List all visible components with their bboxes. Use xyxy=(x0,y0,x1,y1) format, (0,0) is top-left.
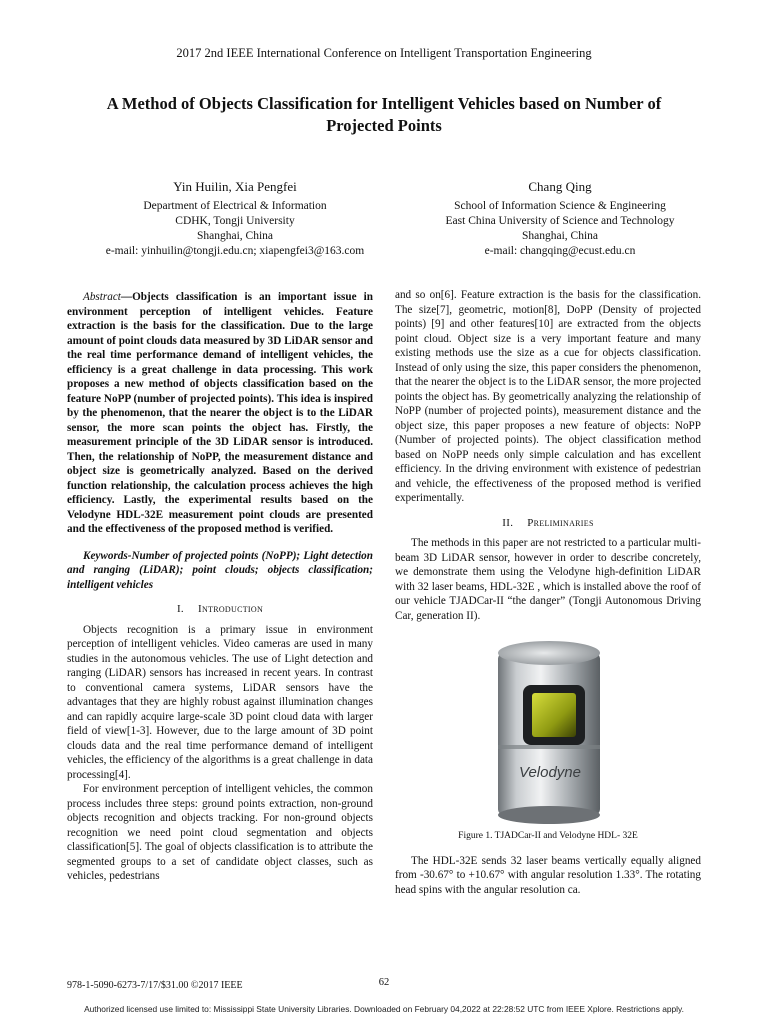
abstract xyxy=(67,290,373,537)
author-name: Yin Huilin, Xia Pengfei xyxy=(173,179,297,194)
paragraph: The HDL-32E sends 32 laser beams vertically equally aligned from -30.67° to +10.67° with angular resolution 1.33°. The rotating head spins with the angular resolution ca. xyxy=(395,854,701,896)
figure-1 xyxy=(395,635,701,825)
author-organization: East China University of Science and Technology xyxy=(445,215,675,227)
keywords: Keywords-Number of projected points (NoPP); Light detection and ranging (LiDAR); point clouds; objects classification; intelligent vehicles xyxy=(67,549,373,591)
section-number: II. xyxy=(502,516,514,529)
paper-title-line-2: Projected Points xyxy=(326,116,442,135)
author-name: Chang Qing xyxy=(528,179,592,194)
section-heading-preliminaries xyxy=(395,516,701,531)
section-heading-introduction xyxy=(67,602,373,617)
author-email: e-mail: changqing@ecust.edu.cn xyxy=(484,245,636,257)
abstract-label: Abstract xyxy=(83,291,121,303)
left-column xyxy=(67,290,373,884)
author-block-2 xyxy=(400,179,720,259)
author-city: Shanghai, China xyxy=(196,230,274,242)
paragraph: For environment perception of intelligent vehicles, the common process includes three steps: ground points extraction, non-ground objects recognition and objects tracking. For non-ground objects recognition we need point cloud segmentation and objects classification[5]. The goal of objects classification is to attribute the segmented groups to a set of candidate object classes, such as vehicles, pedestrians xyxy=(67,783,373,882)
figure-caption: Figure 1. TJADCar-II and Velodyne HDL- 32E xyxy=(458,831,638,841)
right-column xyxy=(395,288,701,897)
velodyne-logo-text: Velodyne xyxy=(519,764,581,781)
author-block-1 xyxy=(60,179,410,259)
paper-title-line-1: A Method of Objects Classification for Intelligent Vehicles based on Number of xyxy=(106,94,662,113)
section-title: Introduction xyxy=(197,603,264,615)
license-notice: Authorized licensed use limited to: Mississippi State University Libraries. Downloaded on February 04,2022 at 22:28:52 UTC from IEEE Xplore. Restrictions apply. xyxy=(84,1004,684,1014)
sensor-window xyxy=(523,685,585,745)
conference-header: 2017 2nd IEEE International Conference on Intelligent Transportation Engineering xyxy=(176,46,592,60)
abstract-text: —Objects classification is an important issue in environment perception of intelligent vehicles. Feature extraction is the basis for the classification. Due to the large amount of point clouds data measured by 3D LiDAR sensor and the real time performance demand of intelligent vehicles, the efficiency is a great challenge in data processing. This work proposes a new method of objects classification based on the feature NoPP (number of projected points). This idea is inspired by the phenomenon, that the nearer the object is to the LiDAR sensor, the more scan points the object has. Firstly, the measurement principle of the 3D LiDAR sensor is introduced. Then, the relationship of NoPP, the measurement distance and object size is geometrically analyzed. Based on the derived function relationship, the calculation process achieves the high efficiency. Lastly, the experimental results based on the Velodyne HDL-32E measurement point clouds are presented and the effectiveness of the proposed method is verified. xyxy=(67,291,373,535)
author-organization: CDHK, Tongji University xyxy=(175,215,295,227)
author-department: Department of Electrical & Information xyxy=(143,200,327,212)
section-title: Preliminaries xyxy=(527,516,594,529)
section-number: I. xyxy=(176,603,184,615)
paragraph: Objects recognition is a primary issue in environment perception of intelligent vehicles. Video cameras are used in many studies in the autonomous vehicles. The use of Light detection and ranging (LiDAR) sensors has increased in recent years. In contrast to conventional camera systems, LiDAR sensors have the advantages that they are highly robust against illumination changes and can rapidly acquire large-scale 3D point cloud data with larger field of view[1-3]. However, due to the large amount of 3D point clouds data and the real time performance demand of intelligent vehicles, the efficiency of the algorithms is a great challenge in data processing[4]. xyxy=(67,623,373,781)
isbn-footer: 978-1-5090-6273-7/17/$31.00 ©2017 IEEE xyxy=(67,980,243,991)
velodyne-sensor-image xyxy=(395,635,701,825)
author-email: e-mail: yinhuilin@tongji.edu.cn; xiapengfei3@163.com xyxy=(105,245,365,257)
author-department: School of Information Science & Engineering xyxy=(454,200,666,212)
author-city: Shanghai, China xyxy=(521,230,599,242)
paper-title xyxy=(60,93,708,137)
paragraph-continuation: and so on[6]. Feature extraction is the basis for the classification. The size[7], geometric, motion[8], DoPP (Density of projected points) [9] and other features[10] are extracted from the objects point cloud. Object size is a very important feature and many existing methods use the size as a cue for objects classification. Instead of only using the size, this paper considers the phenomenon, that the nearer the object is to the LiDAR sensor, the more projected points the object has. By geometrically analyzing the relationship of NoPP (number of projected points), measurement distance and the object size, this paper proposes a new feature of objects: NoPP (Number of projected points). The object classification method based on NoPP needs only simple calculation and has excellent efficiency. In the driving environment with existence of pedestrian and vehicle, the effectiveness of the proposed method is verified experimentally. xyxy=(395,289,701,504)
page-number: 62 xyxy=(378,977,390,988)
paragraph: The methods in this paper are not restricted to a particular multi-beam 3D LiDAR sensor, however in order to describe concretely, we demonstrate them using the Velodyne high-definition LiDAR with 32 laser beams, HDL-32E , which is installed above the roof of our vehicle TJADCar-II “the danger” (Tongji Autonomous Driving Car, generation II). xyxy=(395,537,701,622)
